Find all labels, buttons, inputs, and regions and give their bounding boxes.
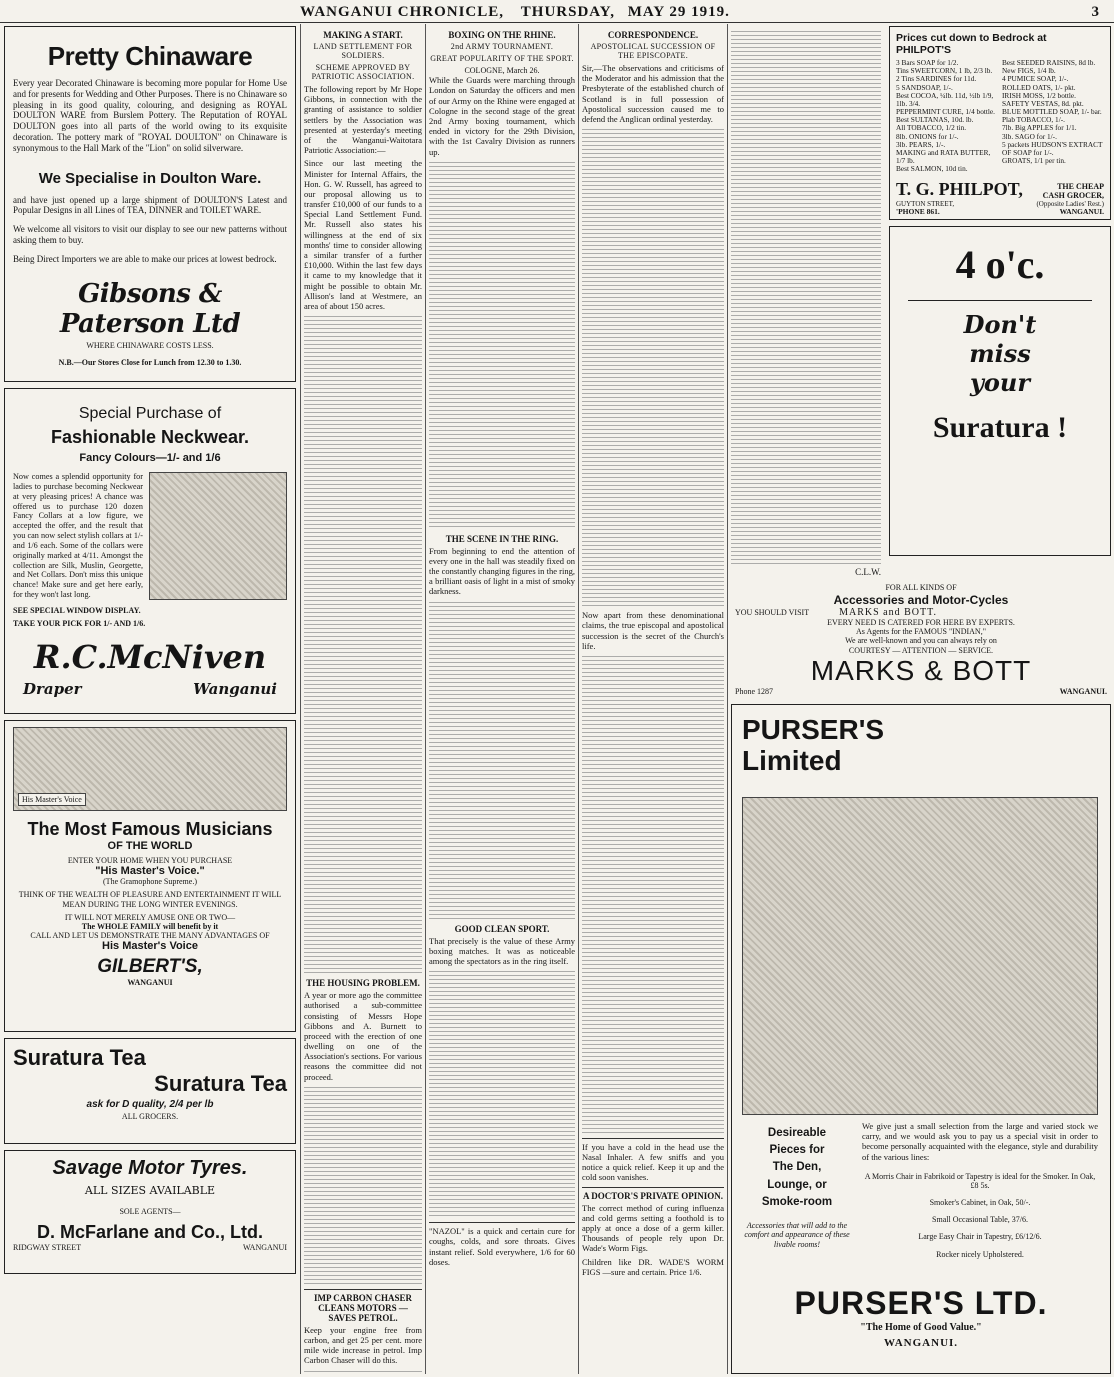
ad-line: MARKS and BOTT. — [839, 606, 937, 618]
hmv-badge: His Master's Voice — [18, 793, 86, 806]
ad-subheadline: Accessories and Motor-Cycles — [833, 592, 1009, 607]
ad-tagline: "The Home of Good Value." — [860, 1321, 982, 1333]
ad-body: and have just opened up a large shipment of DOULTON'S Latest and Popular Designs in all Lines of TEA, DINNER and TOILET WARE. — [13, 194, 287, 216]
price-list-item: New FIGS, 1/4 lb. — [1002, 66, 1056, 76]
article-paragraph: From beginning to end the attention of every one in the hall was steadily fixed on the constantly changing figures in the ring, a brilliant oasis of light in a mist of smoky darkness. — [429, 545, 575, 597]
ad-phone: Phone 1287 — [735, 686, 773, 696]
price-list-item: 3lb. PEARS, 1/-. — [896, 139, 946, 149]
ad-tagline: Wanganui — [193, 680, 277, 699]
firm-name: PURSER'S LTD. — [794, 1284, 1048, 1321]
ad-headline: PURSER'S — [742, 713, 885, 745]
letter-signature: C.L.W. — [855, 567, 881, 577]
ad-headline: Suratura Tea — [13, 1045, 146, 1070]
gibsons-ad — [4, 26, 296, 382]
masthead-title: WANGANUI CHRONICLE, — [300, 4, 505, 20]
suratura-time-ad — [889, 226, 1111, 556]
article-paragraph: While the Guards were marching through London on Saturday the officers and men of our Army on the Rhine were engaged at Cologne in the second stage of the great 2nd Army boxing tournament, which ended in victory for the 29th Division, with the 1st Cavalry Division as runners up. — [429, 75, 575, 157]
ad-line: The WHOLE FAMILY will benefit by it — [81, 921, 219, 931]
ad-note: SEE SPECIAL WINDOW DISPLAY. — [13, 606, 141, 615]
mcfarlane-ad — [4, 1150, 296, 1274]
column-rule — [425, 24, 426, 1374]
ad-town: WANGANUI. — [1059, 686, 1107, 696]
column-rule — [578, 24, 579, 1374]
ad-line: "His Master's Voice." — [95, 865, 205, 878]
right-ad-column — [731, 26, 1111, 1374]
article-paragraph: Children like DR. WADE'S WORM FIGS —sure and certain. Price 1/6. — [582, 1256, 724, 1277]
ad-town: WANGANUI. — [883, 1337, 959, 1350]
page-number: 3 — [1091, 4, 1100, 20]
ad-body: We welcome all visitors to visit our display to see our new patterns without asking them to buy. — [13, 224, 287, 245]
article-subheadline: LAND SETTLEMENT FOR SOLDIERS. — [313, 42, 413, 60]
ad-tagline: WHERE CHINAWARE COSTS LESS. — [86, 340, 214, 350]
price-list-item: SAFETY VESTAS, 8d. pkt. — [1002, 98, 1084, 108]
masthead-rule — [0, 22, 1114, 23]
collar-illustration — [149, 472, 287, 600]
ad-item: Large Easy Chair in Tapestry, £6/12/6. — [918, 1232, 1042, 1242]
article-paragraph: Sir,—The observations and criticisms of the Moderator and his admission that the Presbyterate of the established church of Scotland is in full possession of Apostolical succession caused me to defend the Anglican ordinal yesterday. — [582, 63, 724, 124]
masthead-day: THURSDAY, — [520, 4, 615, 20]
article-paragraph: The following report by Mr Hope Gibbons, in connection with the granting of assistance to soldier settlers by the Association was presented at yesterday's meeting of the Wanganui-Waitotara Patriotic Association:— — [304, 84, 422, 156]
article-headline: A DOCTOR'S PRIVATE OPINION. — [582, 1187, 724, 1201]
article-headline: MAKING A START. — [323, 30, 403, 40]
price-list-item: All TOBACCO, 1/2 tin. — [896, 123, 967, 133]
article-land-settlement — [304, 26, 422, 1374]
ad-line: IT WILL NOT MERELY AMUSE ONE OR TWO— — [64, 912, 236, 922]
article-paragraph: If you have a cold in the head use the Nasal Inhaler. A few sniffs and you notice a quick relief. Keep it up and the cold soon vanishes. — [582, 1138, 724, 1183]
column-rule — [727, 24, 728, 1374]
ad-headline: 4 o'c. — [955, 242, 1045, 287]
article-text-block — [304, 314, 422, 974]
ad-tagline: CASH GROCER, — [1042, 191, 1104, 201]
price-list-item: 7lb. Big APPLES for 1/1. — [1002, 123, 1077, 133]
price-list-item: 4 PUMICE SOAP, 1/-. — [1002, 74, 1069, 84]
price-list-item: 2 Tins SARDINES for 11d. — [896, 74, 977, 84]
ad-headline: Savage Motor Tyres. — [52, 1157, 248, 1179]
ad-tagline: Draper — [23, 680, 82, 699]
ad-line: Don't — [963, 310, 1037, 339]
ad-note: ALL GROCERS. — [121, 1112, 179, 1121]
ad-body: We give just a small selection from the large and varied stock we carry, and we would ask you to pay us a special visit in order to become personally acquainted with the elegance, style and durability of the various lines: — [862, 1120, 1098, 1162]
ad-subheadline: Fancy Colours—1/- and 1/6 — [79, 452, 221, 464]
price-list-item: ROLLED OATS, 1/- pkt. — [1002, 82, 1076, 92]
left-ad-column — [4, 26, 296, 1374]
ad-line: YOU SHOULD VISIT — [735, 607, 810, 617]
masthead-date: MAY 29 1919. — [627, 4, 730, 20]
article-headline: CORRESPONDENCE. — [607, 30, 699, 40]
article-text-block — [582, 127, 724, 607]
article-subheadline: 2nd ARMY TOURNAMENT. — [450, 42, 554, 51]
ad-body: Being Direct Importers we are able to make our prices at lowest bedrock. — [13, 253, 277, 264]
ad-headline: Fashionable Neckwear. — [50, 427, 250, 447]
ad-headline: Limited — [742, 744, 842, 776]
ad-headline: Pretty Chinaware — [47, 41, 253, 71]
article-headline: GOOD CLEAN SPORT. — [454, 923, 550, 934]
article-text-block — [429, 160, 575, 530]
price-list-item: 8lb. ONIONS for 1/-. — [896, 131, 959, 141]
price-list-item: IRISH MOSS, 1/2 bottle. — [1002, 90, 1076, 100]
ad-line: CALL AND LET US DEMONSTRATE THE MANY ADVANTAGES OF — [30, 931, 270, 941]
price-list-item: Plab TOBACCO, 1/-. — [1002, 115, 1065, 125]
article-subheadline: GREAT POPULARITY OF THE SPORT. — [430, 54, 574, 63]
price-list-item: 5 SANDSOAP, 1/-. — [896, 82, 953, 92]
ad-town: WANGANUI. — [1059, 207, 1104, 217]
ad-body: Accessories that will add to the comfort and appearance of these livable rooms! — [744, 1221, 850, 1249]
ad-town: WANGANUI — [127, 978, 173, 988]
ad-town: WANGANUI — [243, 1243, 287, 1253]
ad-line: We are well-known and you can always rely on — [845, 636, 997, 646]
marks-bott-ad — [731, 583, 1111, 696]
column-rule — [300, 24, 301, 1374]
price-list-item: MAKING and RATA BUTTER, 1/7 lb. — [896, 147, 991, 166]
article-text-block — [304, 1369, 422, 1374]
firm-name: D. McFarlane and Co., Ltd. — [36, 1222, 264, 1243]
price-list-item: 3 Bars SOAP for 1/2. — [896, 58, 959, 67]
ad-item: Rocker nicely Upholstered. — [936, 1249, 1024, 1259]
firm-name: MARKS & BOTT — [810, 654, 1032, 686]
ad-phone: 'PHONE 861. — [896, 207, 940, 217]
price-list-item: 5 packets HUDSON'S EXTRACT OF SOAP for 1/-. — [1002, 139, 1103, 157]
ad-line: COURTESY — ATTENTION — SERVICE. — [848, 645, 994, 655]
ad-line: Smoke-room — [761, 1195, 833, 1208]
article-paragraph: "NAZOL" is a quick and certain cure for coughs, colds, and sore throats. Gives instant relief. Sold everywhere, 1/6 for 60 doses. — [429, 1222, 575, 1267]
firm-logo: R.C.McNiven — [33, 638, 267, 677]
ad-line: your — [969, 367, 1031, 397]
article-paragraph: Since our last meeting the Minister for Internal Affairs, the Hon. G. W. Russell, has agreed to our proposal allowing us to transfer £10,000 of our funds to a Special Land Settlement Fund. Mr. Russell also states his willingness at the end of six months' time to consider allowing a similar transfer of a further £10,000. Within the last few days it came to my knowledge that it might be possible to obtain Mr. Allison's land at Westmere, an area of about 150 acres. — [304, 158, 422, 311]
ad-line: miss — [969, 338, 1031, 368]
article-paragraph: Keep your engine free from carbon, and get 25 per cent. more mile wide increase in petrol. Imp Carbon Chaser will do this. — [304, 1324, 422, 1366]
article-text-block — [582, 654, 724, 1134]
article-subheadline: SCHEME APPROVED BY PATRIOTIC ASSOCIATION. — [311, 63, 415, 81]
article-boxing — [429, 26, 575, 1374]
ad-headline: Special Purchase of — [78, 405, 222, 422]
ad-note: TAKE YOUR PICK FOR 1/- AND 1/6. — [13, 619, 146, 629]
ad-item: Smoker's Cabinet, in Oak, 50/-. — [929, 1198, 1031, 1208]
ad-subheadline: ask for D quality, 2/4 per lb — [86, 1099, 214, 1110]
suratura-tea-ad — [4, 1038, 296, 1144]
ad-line: THINK OF THE WEALTH OF PLEASURE AND ENTERTAINMENT IT WILL MEAN DURING THE LONG WINTER EVENINGS. — [18, 890, 282, 909]
article-text-block — [304, 1085, 422, 1285]
ad-line: EVERY NEED IS CATERED FOR HERE BY EXPERTS. — [827, 618, 1015, 628]
ad-line: Pieces for — [769, 1144, 825, 1157]
mcniven-ad — [4, 388, 296, 714]
ad-body: Every year Decorated Chinaware is becoming more popular for Home Use and for presents for Wedding and Other Purposes. There is no Chinaware so pleasing in its good quality, colouring, and designing as ROYAL DOULTON WARE from Burslem Pottery. The Reputation of ROYAL DOULTON goes into all parts of the world owing to its exquisite decoration. The pottery mark of "ROYAL DOULTON" on Chinaware is synonymous to the Hall Mark of the "Lion" on solid silverware. — [13, 78, 287, 153]
ad-line: As Agents for the FAMOUS "INDIAN," — [856, 627, 986, 637]
ad-line: The Den, — [772, 1161, 822, 1174]
ad-note: N.B.—Our Stores Close for Lunch from 12.30 to 1.30. — [58, 357, 242, 367]
article-text-block — [731, 29, 881, 564]
pursers-list — [862, 1121, 1098, 1259]
price-list-item: Best SALMON, 10d tin. — [896, 164, 968, 174]
ad-headline: Suratura ! — [932, 411, 1068, 445]
ad-line: Lounge, or — [767, 1178, 827, 1191]
price-list-item: BLUE MOTTLED SOAP, 1/- bar. — [1002, 107, 1102, 117]
ad-subheadline: OF THE WORLD — [107, 840, 193, 852]
ad-item: Small Occasional Table, 37/6. — [932, 1215, 1028, 1225]
pursers-ad — [731, 704, 1111, 1374]
price-list-item: Best COCOA, ¼lb. 11d, ½lb 1/9, 1lb. 3/4. — [896, 90, 994, 108]
article-paragraph: The correct method of curing influenza and cold germs setting a foothold is to apply at once a dose of a germ killer. Thousands of people rely upon Dr. Wade's Worm Figs. — [582, 1202, 724, 1254]
ad-headline: The Most Famous Musicians — [27, 819, 273, 839]
ad-body: Now comes a splendid opportunity for ladies to purchase becoming Neckwear at very pleasing prices! A chance was offered us to purchase 120 dozen Fancy Collars at a low figure, we accepted the offer, and the result that you can now select stylish collars at 1/- and 1/6 each. Some of the collars were originally marked at 4/11. Amongst the collection are Silk, Muslin, Georgette, and Net Collars. Don't miss this unique chance! Make sure and get here early, for they won't last long. — [13, 472, 143, 600]
ad-line: FOR ALL KINDS OF — [885, 583, 957, 593]
ad-subheadline: We Specialise in Doulton Ware. — [38, 169, 262, 187]
gilberts-ad — [4, 720, 296, 1032]
gramophone-illustration — [13, 727, 287, 811]
article-paragraph: A year or more ago the committee authorised a sub-committee consisting of Messrs Hope Gibbons and A. Burnett to proceed with the erection of one dwelling on one of the Association's sections. For various reasons the committee did not proceed. — [304, 990, 422, 1082]
ad-street: RIDGWAY STREET — [13, 1243, 82, 1253]
price-list-item: Best SULTANAS, 10d. lb. — [896, 115, 974, 125]
firm-name: GILBERT'S, — [97, 956, 203, 978]
pursers-side-copy — [742, 1125, 852, 1249]
article-subheadline: APOSTOLICAL SUCCESSION OF THE EPISCOPATE. — [590, 42, 716, 60]
article-text-block — [429, 600, 575, 920]
article-headline: IMP CARBON CHASER CLEANS MOTORS — SAVES PETROL. — [304, 1289, 422, 1323]
ad-note: SOLE AGENTS— — [119, 1207, 181, 1216]
ad-line: ENTER YOUR HOME WHEN YOU PURCHASE — [67, 856, 233, 865]
philpot-ad — [889, 26, 1111, 220]
pursers-footer — [742, 1285, 1100, 1350]
masthead — [300, 4, 1100, 20]
price-list-item: GROATS, 1/1 per tin. — [1002, 156, 1066, 166]
ad-line: (The Gramophone Supreme.) — [103, 877, 197, 887]
price-list-item: Best SEEDED RAISINS, 8d lb. — [1002, 58, 1096, 67]
article-headline: THE SCENE IN THE RING. — [445, 533, 559, 544]
price-list-item: Tins SWEETCORN, 1 lb, 2/3 lb. — [896, 66, 993, 76]
article-headline: THE HOUSING PROBLEM. — [306, 978, 420, 989]
ad-note: (Opposite Ladies' Rest.) — [1036, 200, 1104, 209]
article-text-block — [429, 969, 575, 1219]
clw-letter-continued — [731, 26, 881, 577]
ad-item: A Morris Chair in Fabrikoid or Tapestry is ideal for the Smoker. In Oak, £8 5s. — [864, 1171, 1096, 1190]
firm-name: T. G. PHILPOT, — [896, 179, 1023, 200]
firm-logo: Gibsons & Paterson Ltd — [59, 278, 241, 339]
article-paragraph: That precisely is the value of these Army boxing matches. It was as noticeable among the spectators as in the ring itself. — [429, 935, 575, 966]
ad-subheadline: ALL SIZES AVAILABLE — [84, 1184, 216, 1197]
furniture-illustration — [742, 797, 1098, 1115]
ad-tagline: THE CHEAP — [1057, 182, 1104, 192]
article-headline: BOXING ON THE RHINE. — [448, 30, 556, 40]
ad-headline: Suratura Tea — [154, 1071, 287, 1096]
article-correspondence — [582, 26, 724, 1374]
article-paragraph: Now apart from these denominational claims, the true episcopal and apostolical succession is the secret of the Church's life. — [582, 610, 724, 651]
ad-line: Desireable — [767, 1126, 827, 1139]
ad-headline: Prices cut down to Bedrock at PHILPOT'S — [896, 32, 1047, 56]
price-list-item: PEPPERMINT CURE, 1/4 bottle. — [896, 107, 995, 117]
ad-street: GUYTON STREET, — [896, 200, 955, 209]
ad-line: His Master's Voice — [102, 940, 198, 953]
article-dateline: COLOGNE, March 26. — [464, 66, 540, 75]
price-list-item: 3lb. SAGO for 1/-. — [1002, 131, 1057, 141]
